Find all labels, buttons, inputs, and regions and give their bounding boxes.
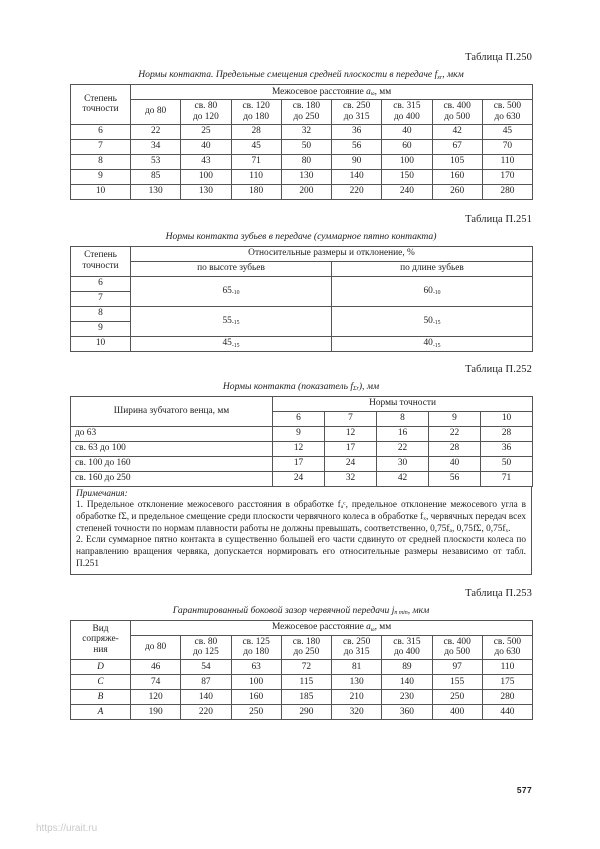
table-title-251: Нормы контакта зубьев в передаче (суммарное пятно контакта): [165, 230, 437, 242]
table-title-253-prefix: Гарантированный боковой зазор червячной передачи: [172, 604, 392, 616]
table-title-252-prefix: Нормы контакта (показатель: [222, 380, 351, 392]
table-250-header-row-2: [71, 100, 533, 125]
cell: 17: [325, 441, 377, 456]
table-title-252: [70, 381, 532, 392]
cell: 100: [231, 675, 281, 690]
row-label: C: [71, 675, 131, 690]
span-header-suffix: , мм: [374, 86, 392, 97]
table-252: [70, 396, 533, 487]
table-253-col-head: [231, 635, 281, 660]
table-252-notes: [70, 487, 532, 575]
tolerance: -10: [432, 290, 441, 297]
cell: 9: [273, 426, 325, 441]
col-head-line2: до 125: [192, 647, 219, 658]
note-item-2: 2. Если суммарное пятно контакта в существенно большей его части сдвинуто от средней плоскости колеса по направлению вращения червяка, допускается нормировать его относительные размеры независимо от табл. П.251: [76, 535, 526, 569]
cell: 74: [131, 675, 181, 690]
table-row: [71, 441, 533, 456]
table-title-250-subscript: xr: [437, 74, 443, 81]
corner-line-1: Вид: [92, 623, 109, 634]
cell: 71: [231, 154, 281, 169]
span-header-subscript: ω: [370, 91, 375, 98]
cell: 25: [181, 124, 231, 139]
cell: 24: [325, 456, 377, 471]
value: 55: [222, 315, 232, 326]
col-head-line2: до 400: [393, 647, 420, 658]
cell: 45: [231, 139, 281, 154]
cell: 53: [131, 154, 181, 169]
cell: 130: [131, 184, 181, 199]
table-title-252-subscript: Σr: [353, 386, 359, 393]
table-250-span-header: [131, 85, 533, 100]
span-header-prefix: Межосевое расстояние: [271, 622, 367, 633]
table-row: [71, 306, 533, 321]
cell: 80: [281, 154, 331, 169]
table-250: [70, 84, 533, 200]
cell: 190: [131, 705, 181, 720]
col-head-line1: св. 180: [292, 636, 321, 647]
row-label: св. 160 до 250: [71, 471, 273, 486]
col-head-line1: св. 125: [242, 636, 270, 647]
table-251-corner-label: [71, 246, 131, 276]
cell: 22: [377, 441, 429, 456]
cell: 50: [281, 139, 331, 154]
table-row: [71, 336, 533, 351]
table-253-col-head: [382, 635, 432, 660]
table-number-252: Таблица П.252: [465, 363, 532, 375]
cell: 46: [131, 660, 181, 675]
cell: 17: [273, 456, 325, 471]
cell: 100: [181, 169, 231, 184]
cell: 54: [181, 660, 231, 675]
table-251-header-row-2: [71, 261, 533, 276]
col-head-line1: до 80: [145, 106, 167, 117]
cell-height-value: [131, 336, 332, 351]
cell: 280: [482, 690, 532, 705]
table-row: [71, 276, 533, 291]
cell: 230: [382, 690, 432, 705]
table-title-253-symbol: j: [391, 604, 395, 616]
table-253-header-row-1: [71, 620, 533, 635]
tolerance: -15: [231, 342, 240, 349]
cell: 43: [181, 154, 231, 169]
cell: 28: [231, 124, 281, 139]
row-label: 8: [71, 154, 131, 169]
notes-heading: Примечания:: [76, 488, 128, 499]
cell: 400: [432, 705, 482, 720]
table-253-span-header: [131, 620, 533, 635]
table-title-253-suffix: , мкм: [407, 604, 430, 616]
corner-line-2: точности: [82, 261, 119, 272]
cell: 130: [332, 675, 382, 690]
col-head-line2: до 120: [192, 111, 219, 122]
value: 45: [222, 338, 232, 349]
value: 40: [423, 338, 433, 349]
cell: 360: [382, 705, 432, 720]
table-250-col-head: [382, 100, 432, 125]
cell: 40: [429, 456, 481, 471]
table-number-253: Таблица П.253: [465, 587, 532, 599]
span-header-symbol: a: [366, 86, 371, 97]
cell: 56: [332, 139, 382, 154]
cell: 12: [273, 441, 325, 456]
cell: 72: [281, 660, 331, 675]
cell: 36: [481, 441, 533, 456]
cell: 100: [382, 154, 432, 169]
table-row: [71, 169, 533, 184]
col-head-line2: до 630: [494, 111, 521, 122]
table-row: [71, 690, 533, 705]
col-head-line1: св. 400: [443, 101, 471, 111]
corner-line-3: ния: [93, 645, 108, 656]
col-head-line1: св. 315: [393, 636, 421, 647]
table-row: [71, 660, 533, 675]
table-250-col-head: [281, 100, 331, 125]
col-head-line2: до 180: [243, 647, 270, 658]
table-number-251: Таблица П.251: [465, 213, 532, 225]
cell: 24: [273, 471, 325, 486]
row-label: до 63: [71, 426, 273, 441]
cell: 63: [231, 660, 281, 675]
table-252-col-head: 8: [377, 411, 429, 426]
value: 65: [222, 285, 232, 296]
table-title-252-symbol: f: [350, 380, 354, 392]
page-number: 577: [516, 785, 532, 795]
row-label: 9: [71, 321, 131, 336]
table-title-253-subscript: n min: [394, 610, 408, 617]
col-head-line2: до 630: [494, 647, 521, 658]
table-250-col-head: [231, 100, 281, 125]
cell: 115: [281, 675, 331, 690]
tolerance: -15: [432, 320, 441, 327]
cell: 42: [377, 471, 429, 486]
cell: 67: [432, 139, 482, 154]
row-label: 7: [71, 139, 131, 154]
col-head-line1: до 80: [145, 641, 167, 652]
cell: 40: [382, 124, 432, 139]
cell: 32: [325, 471, 377, 486]
col-head-line1: св. 500: [493, 101, 522, 111]
cell: 32: [281, 124, 331, 139]
cell: 120: [131, 690, 181, 705]
row-label: 7: [71, 291, 131, 306]
cell: 45: [482, 124, 532, 139]
corner-line-1: Степень: [84, 93, 117, 104]
value: 50: [423, 315, 433, 326]
cell: 250: [231, 705, 281, 720]
cell: 22: [131, 124, 181, 139]
cell: 71: [481, 471, 533, 486]
cell: 110: [231, 169, 281, 184]
col-head-line1: св. 80: [194, 636, 218, 647]
corner-line-2: точности: [82, 104, 119, 115]
col-head-line1: св. 80: [194, 101, 218, 111]
table-251-span-header: Относительные размеры и отклонение, %: [131, 246, 533, 261]
cell: 440: [482, 705, 532, 720]
table-row: [71, 471, 533, 486]
cell: 140: [382, 675, 432, 690]
table-252-corner-label: Ширина зубчатого венца, мм: [71, 396, 273, 426]
table-250-header-row-1: [71, 85, 533, 100]
row-label: св. 100 до 160: [71, 456, 273, 471]
table-252-span-header: Нормы точности: [273, 396, 533, 411]
cell: 12: [325, 426, 377, 441]
row-label: 8: [71, 306, 131, 321]
source-watermark: https://urait.ru: [36, 823, 98, 834]
cell: 56: [429, 471, 481, 486]
row-label: 10: [71, 336, 131, 351]
cell: 97: [432, 660, 482, 675]
cell-length-value: [332, 336, 533, 351]
col-head-line1: св. 250: [342, 101, 371, 111]
row-label: 10: [71, 184, 131, 199]
table-title-250-symbol: f: [434, 69, 438, 80]
table-253-col-head: [131, 635, 181, 660]
cell: 150: [382, 169, 432, 184]
table-253-corner-label: [71, 620, 131, 660]
table-row: [71, 456, 533, 471]
table-250-col-head: [432, 100, 482, 125]
corner-line-1: Степень: [84, 250, 117, 261]
table-row: [71, 426, 533, 441]
cell: 110: [482, 154, 532, 169]
cell: 160: [432, 169, 482, 184]
col-head-line2: до 315: [343, 647, 370, 658]
col-head-line2: до 250: [293, 647, 320, 658]
table-252-col-head: 9: [429, 411, 481, 426]
cell: 34: [131, 139, 181, 154]
cell: 130: [181, 184, 231, 199]
cell: 180: [231, 184, 281, 199]
row-label: 6: [71, 124, 131, 139]
table-253-col-head: [332, 635, 382, 660]
table-row: [71, 184, 533, 199]
cell: 185: [281, 690, 331, 705]
cell: 220: [181, 705, 231, 720]
table-title-250-suffix: , мкм: [442, 69, 464, 80]
col-head-line1: св. 250: [342, 636, 371, 647]
table-250-col-head: [131, 100, 181, 125]
span-header-subscript: ω: [370, 626, 375, 633]
table-title-250: [70, 69, 532, 80]
span-header-symbol: a: [366, 622, 371, 633]
cell: 175: [482, 675, 532, 690]
table-251: [70, 246, 533, 352]
col-head-line2: до 500: [444, 111, 471, 122]
cell: 36: [332, 124, 382, 139]
row-label: 6: [71, 276, 131, 291]
cell-height-value: [131, 276, 332, 306]
cell-length-value: [332, 306, 533, 336]
cell: 81: [332, 660, 382, 675]
tolerance: -15: [432, 342, 441, 349]
cell: 200: [281, 184, 331, 199]
table-253-col-head: [482, 635, 532, 660]
corner-line-2: сопряже-: [82, 634, 119, 645]
cell: 50: [481, 456, 533, 471]
table-252-col-head: 10: [481, 411, 533, 426]
cell: 60: [382, 139, 432, 154]
cell: 250: [432, 690, 482, 705]
table-title-252-suffix: ), мм: [358, 380, 380, 392]
cell: 220: [332, 184, 382, 199]
table-title-253: [70, 605, 532, 616]
table-253-header-row-2: [71, 635, 533, 660]
table-253-col-head: [181, 635, 231, 660]
table-row: [71, 154, 533, 169]
row-label: D: [71, 660, 131, 675]
tolerance: -10: [231, 290, 240, 297]
cell: 110: [482, 660, 532, 675]
table-250-col-head: [332, 100, 382, 125]
cell: 140: [181, 690, 231, 705]
col-head-line2: до 180: [243, 111, 270, 122]
span-header-suffix: , мм: [374, 622, 392, 633]
table-253: [70, 620, 533, 721]
note-item-1: 1. Предельное отклонение межосевого расстояния в обработке fₐᶜ, предельное отклонение межосевого угла в обработке fΣ, и предельное смещение среди плоскости червячного колеса в обработке fₓ, червячных передач всех степеней точности по нормам плавности работы не должны превышать, соответственно, 0,75fₐ, 0,75fΣ, 0,75fₓ.: [76, 500, 526, 534]
cell: 89: [382, 660, 432, 675]
row-label: A: [71, 705, 131, 720]
cell: 70: [482, 139, 532, 154]
table-250-col-head: [482, 100, 532, 125]
col-head-line1: св. 120: [242, 101, 270, 111]
cell: 87: [181, 675, 231, 690]
cell: 22: [429, 426, 481, 441]
cell: 28: [429, 441, 481, 456]
cell: 28: [481, 426, 533, 441]
table-number-250: Таблица П.250: [465, 52, 532, 63]
row-label: B: [71, 690, 131, 705]
table-row: [71, 705, 533, 720]
table-row: [71, 139, 533, 154]
cell-height-value: [131, 306, 332, 336]
cell: 85: [131, 169, 181, 184]
col-head-line1: св. 500: [493, 636, 522, 647]
table-251-header-row-1: [71, 246, 533, 261]
cell-length-value: [332, 276, 533, 306]
col-head-line1: св. 180: [292, 101, 321, 111]
cell: 280: [482, 184, 532, 199]
row-label: св. 63 до 100: [71, 441, 273, 456]
cell: 320: [332, 705, 382, 720]
cell: 160: [231, 690, 281, 705]
table-252-col-head: 6: [273, 411, 325, 426]
tolerance: -15: [231, 320, 240, 327]
table-251-subheader-length: по длине зубьев: [332, 261, 533, 276]
col-head-line1: св. 400: [443, 636, 471, 647]
cell: 210: [332, 690, 382, 705]
col-head-line2: до 250: [293, 111, 320, 122]
value: 60: [423, 285, 433, 296]
table-253-col-head: [432, 635, 482, 660]
span-header-prefix: Межосевое расстояние: [271, 86, 367, 97]
table-250-col-head: [181, 100, 231, 125]
table-251-subheader-height: по высоте зубьев: [131, 261, 332, 276]
table-title-250-prefix: Нормы контакта. Предельные смещения средней плоскости в передаче: [138, 69, 435, 80]
table-250-corner-label: [71, 85, 131, 125]
col-head-line2: до 315: [343, 111, 370, 122]
cell: 130: [281, 169, 331, 184]
page-content: [70, 52, 532, 720]
table-row: [71, 124, 533, 139]
cell: 155: [432, 675, 482, 690]
cell: 40: [181, 139, 231, 154]
cell: 290: [281, 705, 331, 720]
cell: 42: [432, 124, 482, 139]
table-253-col-head: [281, 635, 331, 660]
cell: 16: [377, 426, 429, 441]
cell: 260: [432, 184, 482, 199]
row-label: 9: [71, 169, 131, 184]
table-row: [71, 675, 533, 690]
table-252-header-row-1: [71, 396, 533, 411]
cell: 90: [332, 154, 382, 169]
cell: 105: [432, 154, 482, 169]
col-head-line1: св. 315: [393, 101, 421, 111]
col-head-line2: до 500: [444, 647, 471, 658]
cell: 170: [482, 169, 532, 184]
table-252-col-head: 7: [325, 411, 377, 426]
cell: 240: [382, 184, 432, 199]
cell: 30: [377, 456, 429, 471]
col-head-line2: до 400: [393, 111, 420, 122]
cell: 140: [332, 169, 382, 184]
